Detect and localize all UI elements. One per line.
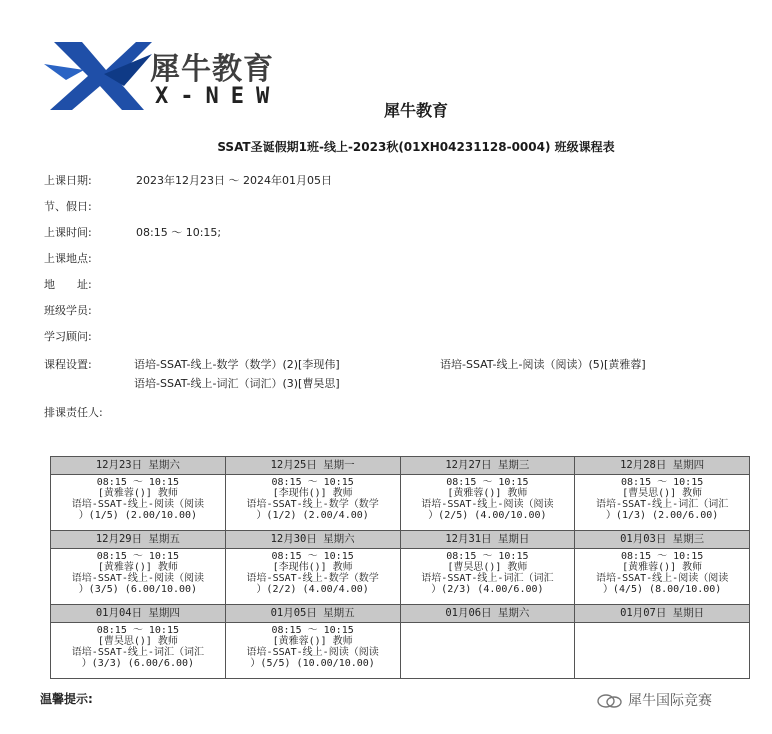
- table-header-row: [51, 531, 750, 549]
- lesson-cell: [51, 549, 226, 605]
- lesson-course: 语培-SSAT-线上-词汇（词汇: [596, 499, 729, 510]
- info-label: 班级学员:: [44, 304, 92, 317]
- lesson-time: 08:15 ～ 10:15: [96, 625, 179, 636]
- lesson-progress: ）(4/5) (8.00/10.00): [602, 584, 722, 595]
- page-title: SSAT圣诞假期1班-线上-2023秋(01XH04231128-0004) 班级课程表: [217, 140, 615, 154]
- lesson-course: 语培-SSAT-线上-阅读（阅读: [246, 647, 379, 658]
- course-item: 语培-SSAT-线上-词汇（词汇）(3)[曹昊思]: [134, 377, 340, 390]
- info-row-holiday: [44, 198, 136, 214]
- lesson-cell: [51, 475, 226, 531]
- lesson-cell: [575, 475, 750, 531]
- tip-label: 温馨提示:: [40, 692, 93, 706]
- lesson-time: 08:15 ～ 10:15: [271, 551, 354, 562]
- day-header: 12月25日 星期一: [225, 457, 400, 475]
- lesson-course: 语培-SSAT-线上-数学（数学: [246, 499, 379, 510]
- course-item: 语培-SSAT-线上-数学（数学）(2)[李现伟]: [134, 358, 340, 371]
- info-label: 上课日期:: [44, 174, 92, 187]
- day-header: 12月28日 星期四: [575, 457, 750, 475]
- day-header: 01月04日 星期四: [51, 605, 226, 623]
- lesson-time: 08:15 ～ 10:15: [96, 551, 179, 562]
- course-settings-label: [44, 356, 136, 372]
- info-row-students: [44, 302, 136, 318]
- day-header: 01月05日 星期五: [225, 605, 400, 623]
- logo-brand-en: X-NEW: [155, 84, 282, 109]
- day-header: 01月06日 星期六: [400, 605, 575, 623]
- lesson-time: 08:15 ～ 10:15: [621, 551, 704, 562]
- info-row-location: [44, 250, 136, 266]
- lesson-time: 08:15 ～ 10:15: [271, 625, 354, 636]
- lesson-cell: [400, 549, 575, 605]
- lesson-cell: [225, 623, 400, 679]
- info-label: 学习顾问:: [44, 330, 92, 343]
- lesson-course: 语培-SSAT-线上-词汇（词汇: [71, 647, 204, 658]
- course-item: 语培-SSAT-线上-阅读（阅读）(5)[黄雅蓉]: [440, 358, 646, 371]
- lesson-cell-empty: [400, 623, 575, 679]
- lesson-progress: ）(2/3) (4.00/6.00): [431, 584, 544, 595]
- info-label: 地 址:: [44, 278, 92, 291]
- info-label: 上课地点:: [44, 252, 92, 265]
- lesson-time: 08:15 ～ 10:15: [446, 477, 529, 488]
- lesson-course: 语培-SSAT-线上-数学（数学: [246, 573, 379, 584]
- info-label: 节、假日:: [44, 200, 92, 213]
- info-label: 排课责任人:: [44, 406, 103, 419]
- lesson-progress: ）(5/5) (10.00/10.00): [250, 658, 375, 669]
- lesson-teacher: [曹昊思()] 教师: [97, 636, 178, 647]
- info-label: 上课时间:: [44, 226, 92, 239]
- day-header: 12月31日 星期日: [400, 531, 575, 549]
- lesson-teacher: [黄雅蓉()] 教师: [447, 488, 528, 499]
- lesson-cell: [51, 623, 226, 679]
- lesson-progress: ）(1/3) (2.00/6.00): [605, 510, 719, 521]
- info-row-scheduler: [44, 404, 136, 420]
- lesson-teacher: [黄雅蓉()] 教师: [272, 636, 353, 647]
- lesson-course: 语培-SSAT-线上-阅读（阅读: [71, 573, 204, 584]
- lesson-progress: ）(1/5) (2.00/10.00): [78, 510, 198, 521]
- lesson-progress: ）(3/3) (6.00/6.00): [81, 658, 195, 669]
- day-header: 12月23日 星期六: [51, 457, 226, 475]
- table-row: [51, 623, 750, 679]
- lesson-course: 语培-SSAT-线上-阅读（阅读: [71, 499, 204, 510]
- day-header: 01月07日 星期日: [575, 605, 750, 623]
- lesson-progress: ）(2/2) (4.00/4.00): [256, 584, 369, 595]
- logo-brand-cn: 犀牛教育: [150, 52, 274, 87]
- lesson-teacher: [曹昊思()] 教师: [447, 562, 528, 573]
- table-row: [51, 475, 750, 531]
- info-value: 2023年12月23日 ～ 2024年01月05日: [136, 174, 332, 187]
- lesson-time: 08:15 ～ 10:15: [621, 477, 704, 488]
- day-header: 12月29日 星期五: [51, 531, 226, 549]
- info-label: 课程设置:: [44, 358, 92, 371]
- day-header: 01月03日 星期三: [575, 531, 750, 549]
- info-row-address: [44, 276, 136, 292]
- lesson-course: 语培-SSAT-线上-词汇（词汇: [421, 573, 554, 584]
- info-value: 08:15 ～ 10:15;: [136, 226, 222, 239]
- organization-name: 犀牛教育: [383, 101, 448, 120]
- lesson-teacher: [黄雅蓉()] 教师: [97, 562, 178, 573]
- wechat-icon: [596, 693, 624, 709]
- lesson-teacher: [黄雅蓉()] 教师: [622, 562, 703, 573]
- lesson-cell: [400, 475, 575, 531]
- watermark: [596, 690, 712, 710]
- lesson-cell: [225, 475, 400, 531]
- lesson-time: 08:15 ～ 10:15: [446, 551, 529, 562]
- lesson-teacher: [曹昊思()] 教师: [622, 488, 703, 499]
- table-header-row: [51, 457, 750, 475]
- info-row-time: [44, 224, 221, 240]
- lesson-time: 08:15 ～ 10:15: [96, 477, 179, 488]
- day-header: 12月27日 星期三: [400, 457, 575, 475]
- watermark-text: 犀牛国际竞赛: [628, 693, 712, 709]
- table-row: [51, 549, 750, 605]
- lesson-teacher: [李现伟()] 教师: [272, 562, 353, 573]
- lesson-cell: [225, 549, 400, 605]
- lesson-progress: ）(2/5) (4.00/10.00): [428, 510, 547, 521]
- lesson-course: 语培-SSAT-线上-阅读（阅读: [421, 499, 554, 510]
- info-row-date: [44, 172, 332, 188]
- lesson-teacher: [黄雅蓉()] 教师: [97, 488, 178, 499]
- lesson-cell: [575, 549, 750, 605]
- table-header-row: [51, 605, 750, 623]
- lesson-cell-empty: [575, 623, 750, 679]
- day-header: 12月30日 星期六: [225, 531, 400, 549]
- lesson-progress: ）(1/2) (2.00/4.00): [256, 510, 369, 521]
- lesson-teacher: [李现伟()] 教师: [272, 488, 353, 499]
- lesson-progress: ）(3/5) (6.00/10.00): [78, 584, 198, 595]
- schedule-table: [50, 456, 750, 679]
- info-row-advisor: [44, 328, 136, 344]
- lesson-course: 语培-SSAT-线上-阅读（阅读: [596, 573, 729, 584]
- lesson-time: 08:15 ～ 10:15: [271, 477, 354, 488]
